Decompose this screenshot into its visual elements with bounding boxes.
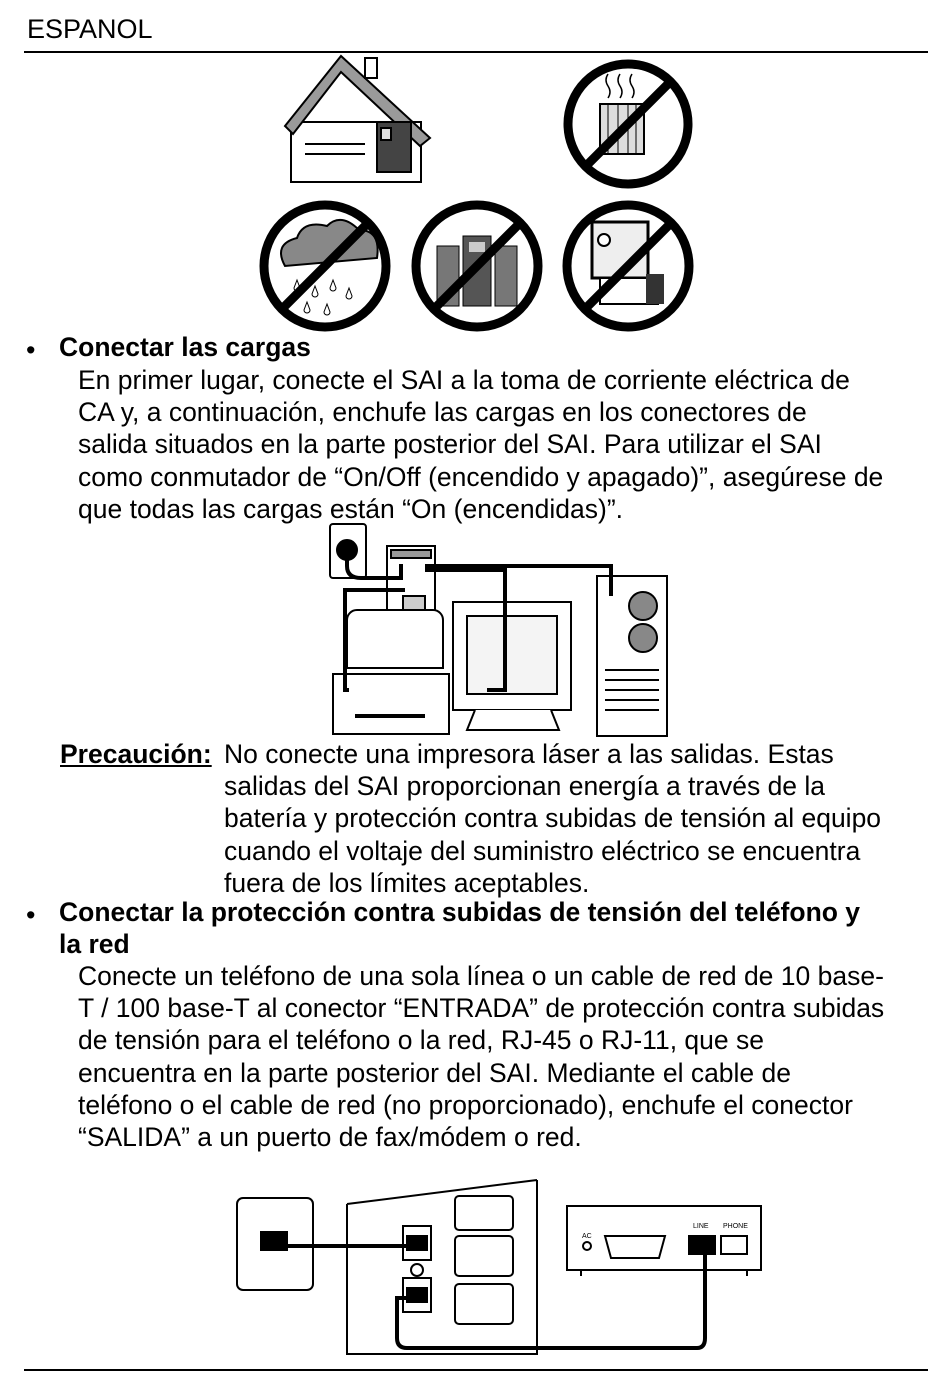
heading-line: Conectar la protección contra subidas de tensión del teléfono y <box>59 897 861 927</box>
no-rain-icon <box>264 205 386 327</box>
ac-outlet-icon <box>455 1236 513 1276</box>
text-line: CA y, a continuación, enchufe las cargas en los conectores de <box>78 397 807 428</box>
printer-icon <box>347 610 443 668</box>
section-body-surge-protection <box>78 960 884 1153</box>
text-line: cuando el voltaje del suministro eléctrico se encuentra <box>224 835 861 866</box>
text-line: salidas del SAI proporcionan energía a través de la <box>224 771 826 802</box>
no-sunlight-icon <box>567 205 689 327</box>
bullet-marker: • <box>26 335 36 365</box>
no-heat-icon <box>568 64 688 184</box>
bullet-marker: • <box>26 900 36 930</box>
page-header-language: ESPANOL <box>27 14 153 44</box>
caution-label: Precaución: <box>60 739 212 769</box>
header-rule <box>24 51 928 53</box>
text-line: T / 100 base-T al conector “ENTRADA” de protección contra subidas <box>78 993 885 1024</box>
section-heading-connect-loads: Conectar las cargas <box>59 332 311 362</box>
heading-line: la red <box>59 929 130 959</box>
text-line: que todas las cargas están “On (encendidas)”. <box>78 493 624 524</box>
text-line: de tensión para el teléfono o la red, RJ-45 o RJ-11, que se <box>78 1025 764 1056</box>
text-line: encuentra en la parte posterior del SAI. Mediante el cable de <box>78 1057 792 1088</box>
ac-outlet-icon <box>455 1284 513 1324</box>
placement-warnings-figure <box>255 54 700 334</box>
text-line: fuera de los límites aceptables. <box>224 867 590 898</box>
load-connection-figure <box>325 520 675 738</box>
footer-rule <box>24 1369 928 1371</box>
text-line: salida situados en la parte posterior del SAI. Para utilizar el SAI <box>78 429 822 460</box>
caution-text <box>224 738 881 899</box>
text-line: “SALIDA” a un puerto de fax/módem o red. <box>78 1122 582 1153</box>
section-body-connect-loads <box>78 364 883 525</box>
phone-port-label: PHONE <box>723 1223 748 1230</box>
house-indoor-icon <box>285 56 430 182</box>
text-line: como conmutador de “On/Off (encendido y apagado)”, asegúrese de <box>78 461 884 492</box>
text-line: teléfono o el cable de red (no proporcionado), enchufe el conector <box>78 1089 853 1120</box>
text-line: No conecte una impresora láser a las salidas. Estas <box>224 739 834 769</box>
line-port-label: LINE <box>693 1223 709 1230</box>
network-connection-figure <box>235 1176 765 1356</box>
ac-port-label: AC <box>582 1233 592 1240</box>
text-line: Conecte un teléfono de una sola línea o un cable de red de 10 base- <box>78 961 884 991</box>
section-heading-surge-protection <box>59 896 860 960</box>
text-line: batería y protección contra subidas de tensión al equipo <box>224 803 882 834</box>
text-line: En primer lugar, conecte el SAI a la toma de corriente eléctrica de <box>78 365 850 395</box>
no-stacking-icon <box>416 205 538 327</box>
